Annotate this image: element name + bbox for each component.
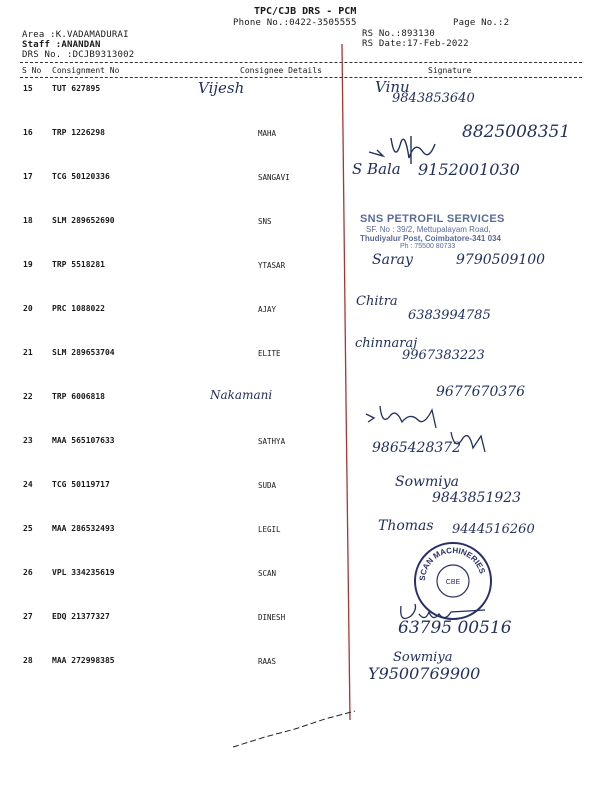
column-consignment: Consignment No [52,66,120,75]
row-sno: 22 [23,392,33,401]
row-signature: Thomas [378,518,434,534]
column-sno: S No [22,66,42,75]
row-consignee: SANGAVI [258,173,290,182]
red-margin-line [330,40,370,730]
row-consignment: TCG 50120336 [52,172,110,181]
row-signature: Sowmiya [393,650,453,665]
row-signature-phone: 6383994785 [408,308,491,323]
document-title: TPC/CJB DRS - PCM [254,6,357,17]
row-consignee: SATHYA [258,437,286,446]
row-signature-phone: 63795 00516 [398,618,512,638]
row-signature: Sowmiya [395,474,460,490]
row-consignee: ELITE [258,349,281,358]
page-number: Page No.:2 [453,18,510,28]
rs-number: RS No.:893130 [362,29,436,39]
row-sno: 20 [23,304,33,313]
row-consignee: YTASAR [258,261,286,270]
row-signature: Chitra [356,294,398,309]
row-consignee: SNS [258,217,272,226]
drs-number: DRS No. :DCJB9313002 [22,50,135,60]
row-consignment: PRC 1088022 [52,304,105,313]
phone-number: Phone No.:0422-3505555 [233,18,357,28]
area-field: Area :K.VADAMADURAI [22,30,129,40]
row-signature-phone: 9967383223 [402,348,485,363]
row-consignment: TUT 627895 [52,84,101,93]
row-signature-phone: 9444516260 [452,522,535,537]
row-sno: 24 [23,480,33,489]
column-consignee: Consignee Details [240,66,322,75]
row-sno: 27 [23,612,33,621]
row-consignment: SLM 289653704 [52,348,115,357]
rs-date: RS Date:17-Feb-2022 [362,39,469,49]
row-consignment: TRP 5518281 [52,260,105,269]
row-consignment: MAA 272998385 [52,656,115,665]
row-consignment: EDQ 21377327 [52,612,110,621]
row-handwritten-name: Nakamani [210,388,273,402]
row-consignee: MAHA [258,129,277,138]
row-sno: 25 [23,524,33,533]
row-consignment: TCG 50119717 [52,480,110,489]
signature-scribble-16 [365,130,460,170]
row-consignee: SUDA [258,481,277,490]
row-signature-phone: 9865428372 [372,440,462,456]
sns-stamp-line4: Ph : 75500 80733 [400,243,456,250]
column-signature: Signature [428,66,472,75]
header-divider-top [20,62,582,63]
sns-stamp-line2: SF. No : 39/2, Mettupalayam Road, [366,225,491,234]
row-signature-phone: 9843853640 [392,91,475,106]
staff-field: Staff :ANANDAN [22,40,101,50]
row-signature-phone: 9677670376 [436,384,526,400]
row-consignee: DINESH [258,613,286,622]
row-consignee: AJAY [258,305,277,314]
row-signature-phone: Y9500769900 [368,664,481,683]
row-consignment: TRP 6006818 [52,392,105,401]
row-signature-phone: 8825008351 [462,122,571,142]
row-sno: 15 [23,84,33,93]
scan-stamp-center: CBE [445,579,461,586]
row-sno: 26 [23,568,33,577]
row-signature: chinnaraj [355,336,418,351]
row-consignment: MAA 565107633 [52,436,115,445]
sns-stamp-line3: Thudiyalur Post, Coimbatore-341 034 [360,234,501,243]
row-consignment: SLM 289652690 [52,216,115,225]
row-consignee: SCAN [258,569,277,578]
row-sno: 16 [23,128,33,137]
sns-stamp [360,213,505,250]
row-handwritten-name: Vijesh [198,79,245,97]
row-sno: 18 [23,216,33,225]
row-consignee: RAAS [258,657,277,666]
header-divider-bottom [20,77,582,78]
row-signature-phone: 9790509100 [456,252,546,268]
signature-scribble-23 [445,428,495,456]
row-consignment: MAA 286532493 [52,524,115,533]
row-sno: 21 [23,348,33,357]
bottom-scribble [225,705,365,755]
row-sno: 17 [23,172,33,181]
sns-stamp-line1: SNS PETROFIL SERVICES [360,213,505,225]
signature-scribble-22 [362,400,452,434]
row-consignment: VPL 334235619 [52,568,115,577]
row-signature: Saray [372,252,413,268]
row-sno: 23 [23,436,33,445]
row-consignment: TRP 1226298 [52,128,105,137]
scan-stamp-text: SCAN MACHINERIES [417,545,487,582]
row-sno: 28 [23,656,33,665]
row-consignee: LEGIL [258,525,281,534]
row-signature-phone: 9843851923 [432,490,522,506]
row-signature-phone: 9152001030 [418,160,520,179]
row-signature: S Bala [352,160,401,178]
row-sno: 19 [23,260,33,269]
signature-scribble-27 [395,600,505,630]
row-signature: Vinu [375,78,410,96]
